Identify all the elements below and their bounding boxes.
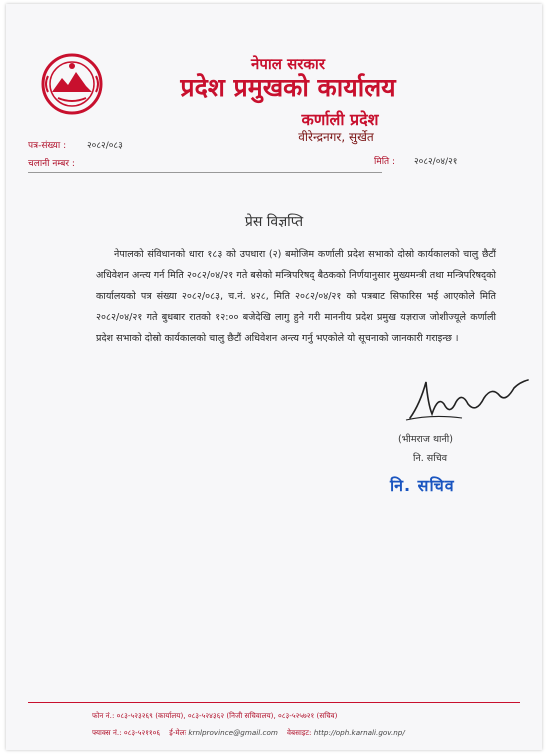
- designation-stamp: नि. सचिव: [390, 476, 455, 495]
- fax-value: ०८३-५२११०६: [123, 728, 161, 737]
- email-label: ई-मेलः: [169, 728, 187, 737]
- signature-mark: [402, 374, 532, 424]
- website-label: वेबसाइट:: [287, 728, 312, 737]
- dispatch-number: [28, 156, 75, 169]
- header-government-name: नेपाल सरकार: [251, 55, 325, 73]
- website-link[interactable]: http://oph.karnali.gov.np/: [313, 728, 405, 737]
- date-value: २०८२/०४/२१: [413, 157, 458, 167]
- footer-phone: [92, 711, 542, 721]
- letter-body: [96, 244, 496, 349]
- signatory-title: नि. सचिव: [413, 453, 447, 464]
- reference-label: पत्र-संख्या :: [28, 141, 67, 151]
- letter-title: प्रेस विज्ञप्ति: [244, 214, 304, 230]
- header-divider: [28, 172, 382, 173]
- body-paragraph: नेपालको संविधानको धारा १८३ को उपधारा (२) बमोजिम कर्णाली प्रदेश सभाको दोस्रो कार्यकालको चालु छैटौं अधिवेशन अन्त्य गर्न मिति २०८२/०४/२१ गते बसेको मन्त्रिपरिषद् बैठकको निर्णयानुसार मुख्यमन्त्री तथा मन्त्रिपरिषद्को कार्यालयको पत्र संख्या २०८२/०८३, च.नं. ४२८, मिति २०८२/०४/२१ को पत्रबाट सिफारिस भई आएकोले मिति २०८२/०४/२१ गते बुधबार रातको १२:०० बजेदेखि लागु हुने गरी माननीय प्रदेश प्रमुख यज्ञराज जोशीज्यूले कर्णाली प्रदेश सभाको दोस्रो कार्यकालको चालु छैटौं अधिवेशन अन्त्य गर्नु भएकोले यो सूचनाको जानकारी गराइन्छ ।: [96, 249, 496, 344]
- signatory-name: (भीमराज थानी): [398, 434, 453, 445]
- date-label: मिति :: [374, 157, 396, 167]
- phone-value: ०८३-५२३२६९ (कार्यालय), ०८३-५२४३६२ (निजी सचिवालय), ०८३-५२५७२१ (सचिव): [116, 711, 338, 720]
- footer-contact: [92, 728, 542, 738]
- header-address: वीरेन्द्रनगर, सुर्खेत: [298, 130, 374, 144]
- reference-value: २०८२/०८३: [87, 141, 123, 151]
- reference-number: [28, 138, 123, 151]
- dispatch-label: चलानी नम्बर :: [28, 159, 75, 169]
- footer-divider: [28, 702, 520, 703]
- letter-page: [6, 4, 542, 750]
- fax-label: फ्याक्स नं.:: [92, 728, 122, 737]
- letter-date: [374, 154, 457, 167]
- phone-label: फोन नं.:: [92, 711, 115, 720]
- header-province-name: कर्णाली प्रदेश: [301, 110, 379, 129]
- email-link[interactable]: krnlprovince@gmail.com: [188, 728, 278, 737]
- header-office-name: प्रदेश प्रमुखको कार्यालय: [180, 73, 396, 102]
